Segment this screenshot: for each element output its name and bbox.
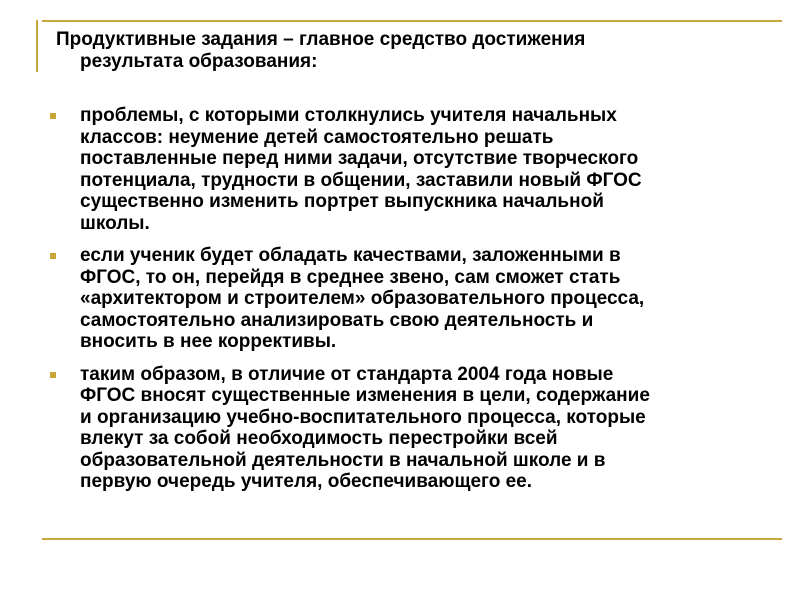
- bullet-item-2: [42, 245, 762, 353]
- bullet-1-line-5: существенно изменить портрет выпускника начальной: [80, 191, 604, 212]
- bullet-item-1: [42, 105, 762, 234]
- bullet-1-line-4: потенциала, трудности в общении, заставили новый ФГОС: [80, 169, 642, 191]
- bullet-1-line-2: классов: неумение детей самостоятельно решать: [80, 126, 554, 148]
- bullet-2-line-1: если ученик будет обладать качествами, заложенными в: [80, 245, 621, 266]
- title-line-1: Продуктивные задания – главное средство достижения: [56, 29, 586, 50]
- square-bullet-icon: [50, 113, 56, 119]
- bullet-1-line-6: школы.: [80, 212, 150, 234]
- square-bullet-icon: [50, 253, 56, 259]
- bullet-3-line-6: первую очередь учителя, обеспечивающего ее.: [80, 471, 533, 492]
- bullet-3-line-4: влекут за собой необходимость перестройки всей: [80, 428, 558, 449]
- bullet-2-line-4: самостоятельно анализировать свою деятельность и: [80, 309, 594, 331]
- bullet-1-line-1: проблемы, с которыми столкнулись учителя начальных: [80, 105, 617, 126]
- title-line-2: результата образования:: [80, 51, 318, 72]
- left-rule: [36, 20, 38, 72]
- bullet-2-line-5: вносить в нее коррективы.: [80, 331, 337, 352]
- bullet-2-line-2: ФГОС, то он, перейдя в среднее звено, сам сможет стать: [80, 266, 621, 288]
- bullet-3-line-3: и организацию учебно-воспитательного процесса, которые: [80, 406, 646, 428]
- square-bullet-icon: [50, 372, 56, 378]
- bullet-item-3: [42, 364, 762, 493]
- bullet-3-line-5: образовательной деятельности в начальной школе и в: [80, 449, 606, 471]
- bottom-rule: [42, 538, 782, 540]
- slide-title: [56, 29, 756, 73]
- bullet-2-line-3: «архитектором и строителем» образовательного процесса,: [80, 288, 645, 309]
- bullet-3-line-2: ФГОС вносят существенные изменения в цели, содержание: [80, 385, 650, 406]
- bullet-3-line-1: таким образом, в отличие от стандарта 2004 года новые: [80, 363, 614, 385]
- bullet-1-line-3: поставленные перед ними задачи, отсутствие творческого: [80, 148, 639, 169]
- bullet-list: [42, 105, 762, 504]
- top-rule: [42, 20, 782, 22]
